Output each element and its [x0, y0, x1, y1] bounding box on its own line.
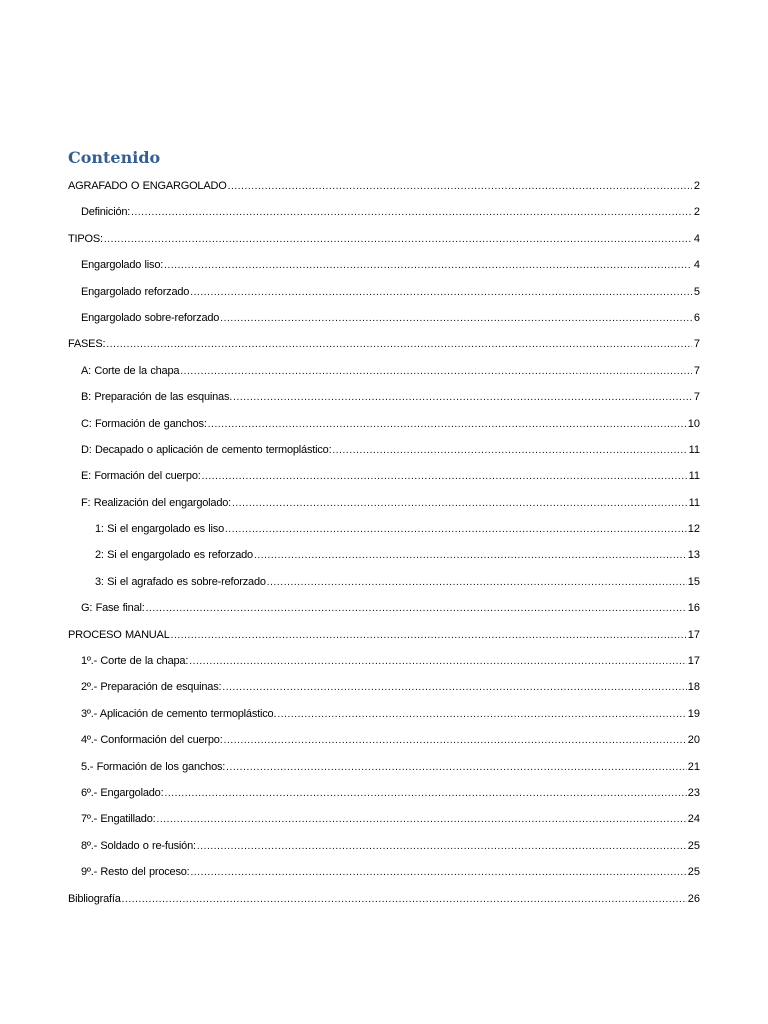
toc-entry-label[interactable]: F: Realización del engargolado: — [81, 496, 232, 509]
dot-leader — [332, 443, 687, 458]
toc-entry-label[interactable]: G: Fase final: — [81, 602, 145, 615]
dot-leader — [191, 865, 687, 880]
dot-leader — [131, 205, 692, 220]
toc-entry-label[interactable]: C: Formación de ganchos: — [81, 417, 207, 430]
toc-page-number[interactable]: 17 — [687, 655, 700, 668]
toc-entry[interactable] — [68, 170, 700, 194]
toc-page-number[interactable]: 21 — [687, 760, 700, 773]
dot-leader — [226, 760, 687, 775]
toc-page-number[interactable]: 12 — [687, 523, 700, 536]
toc-page-number[interactable]: 11 — [688, 443, 700, 456]
toc-entry-label[interactable]: 1: Si el engargolado es liso — [95, 523, 224, 536]
toc-entry[interactable] — [68, 854, 700, 880]
toc-entry-label[interactable]: Engargolado liso: — [81, 259, 164, 272]
dot-leader — [104, 232, 692, 247]
dot-leader — [254, 548, 687, 563]
toc-page-number[interactable]: 17 — [687, 628, 700, 641]
toc-page-number[interactable]: 7 — [693, 338, 700, 351]
toc-page-number[interactable]: 19 — [687, 707, 700, 720]
toc-heading: Contenido — [68, 148, 161, 167]
toc-entry[interactable] — [68, 722, 700, 748]
dot-leader — [180, 364, 692, 379]
toc-entry[interactable] — [68, 775, 700, 801]
toc-entry[interactable] — [68, 590, 700, 616]
toc-entry-label[interactable]: Bibliografía — [68, 892, 121, 905]
toc-entry[interactable] — [68, 748, 700, 774]
toc-entry-label[interactable]: TIPOS: — [68, 232, 103, 245]
dot-leader — [228, 179, 692, 194]
dot-leader — [232, 496, 688, 511]
toc-entry[interactable] — [68, 432, 700, 458]
toc-entry-label[interactable]: 5.- Formación de los ganchos: — [81, 760, 226, 773]
toc-entry-label[interactable]: 1º.- Corte de la chapa: — [81, 655, 189, 668]
toc-entry[interactable] — [68, 643, 700, 669]
toc-page-number[interactable]: 2 — [693, 206, 700, 219]
dot-leader — [122, 892, 687, 907]
toc-page-number[interactable]: 2 — [693, 180, 700, 192]
toc-page-number[interactable]: 10 — [687, 417, 700, 430]
toc-entry[interactable] — [68, 484, 700, 510]
toc-entry[interactable] — [68, 300, 700, 326]
toc-entry[interactable] — [68, 247, 700, 273]
toc-entry[interactable] — [68, 616, 700, 642]
dot-leader — [197, 839, 687, 854]
dot-leader — [225, 522, 687, 537]
toc-page-number[interactable]: 11 — [688, 496, 700, 509]
toc-page-number[interactable]: 18 — [687, 681, 700, 694]
toc-entry[interactable] — [68, 326, 700, 352]
toc-entry-label[interactable]: D: Decapado o aplicación de cemento termoplástico: — [81, 443, 332, 456]
dot-leader — [189, 654, 687, 669]
toc-entry[interactable] — [68, 220, 700, 246]
toc-entry[interactable] — [68, 880, 700, 906]
toc-page-number[interactable]: 7 — [693, 391, 700, 404]
dot-leader — [157, 812, 687, 827]
toc-entry-label[interactable]: 3º.- Aplicación de cemento termoplástico. — [81, 707, 277, 720]
toc-page-number[interactable]: 25 — [687, 839, 700, 852]
toc-entry-label[interactable]: AGRAFADO O ENGARGOLADO — [68, 180, 227, 192]
dot-leader — [106, 337, 692, 352]
toc-page-number[interactable]: 4 — [693, 259, 700, 272]
toc-page-number[interactable]: 24 — [687, 813, 700, 826]
toc-entry-label[interactable]: A: Corte de la chapa — [81, 364, 180, 377]
toc-entry-label[interactable]: 8º.- Soldado o re-fusión: — [81, 839, 196, 852]
toc-entry-label[interactable]: 2º.- Preparación de esquinas: — [81, 681, 222, 694]
toc-page-number[interactable]: 25 — [687, 866, 700, 879]
toc-entry-label[interactable]: 3: Si el agrafado es sobre-reforzado — [95, 575, 266, 588]
toc-entry[interactable] — [68, 273, 700, 299]
dot-leader — [222, 680, 686, 695]
dot-leader — [233, 390, 692, 405]
toc-entry[interactable] — [68, 458, 700, 484]
toc-entry-label[interactable]: 2: Si el engargolado es reforzado — [95, 549, 253, 562]
toc-page-number[interactable]: 20 — [687, 734, 700, 747]
toc-entry[interactable] — [68, 405, 700, 431]
toc-entry-label[interactable]: 9º.- Resto del proceso: — [81, 866, 190, 879]
toc-entry-label[interactable]: Engargolado sobre-reforzado — [81, 311, 220, 324]
toc-page-number[interactable]: 13 — [687, 549, 700, 562]
toc-entry[interactable] — [68, 669, 700, 695]
dot-leader — [220, 311, 692, 326]
toc-page-number[interactable]: 4 — [693, 232, 700, 245]
toc-entry-label[interactable]: B: Preparación de las esquinas. — [81, 391, 233, 404]
dot-leader — [267, 575, 687, 590]
toc-entry-label[interactable]: PROCESO MANUAL — [68, 628, 170, 641]
dot-leader — [164, 258, 692, 273]
dot-leader — [171, 628, 687, 643]
toc-page-number[interactable]: 15 — [687, 575, 700, 588]
toc-entry[interactable] — [68, 194, 700, 220]
dot-leader — [277, 707, 686, 722]
toc-entry[interactable] — [68, 537, 700, 563]
toc-page-number[interactable]: 5 — [693, 285, 700, 298]
toc-page-number[interactable]: 7 — [693, 364, 700, 377]
toc-entry-label[interactable]: FASES: — [68, 338, 106, 351]
toc-entry[interactable] — [68, 827, 700, 853]
toc-entry-label[interactable]: 4º.- Conformación del cuerpo: — [81, 734, 223, 747]
toc-entry-label[interactable]: 7º.- Engatillado: — [81, 813, 156, 826]
toc-entry-label[interactable]: E: Formación del cuerpo: — [81, 470, 201, 483]
dot-leader — [224, 733, 687, 748]
toc-entry-label[interactable]: Definición: — [81, 206, 131, 219]
dot-leader — [164, 786, 686, 801]
dot-leader — [202, 469, 688, 484]
toc-entry[interactable] — [68, 695, 700, 721]
toc-entry-label[interactable]: Engargolado reforzado — [81, 285, 190, 298]
dot-leader — [146, 601, 687, 616]
toc-page-number[interactable]: 16 — [687, 602, 700, 615]
toc-entry[interactable] — [68, 511, 700, 537]
table-of-contents — [68, 170, 700, 907]
toc-page-number[interactable]: 23 — [687, 786, 700, 799]
toc-entry[interactable] — [68, 801, 700, 827]
toc-page-number[interactable]: 26 — [687, 892, 700, 905]
toc-page-number[interactable]: 11 — [688, 470, 700, 483]
toc-page-number[interactable]: 6 — [693, 311, 700, 324]
toc-entry[interactable] — [68, 379, 700, 405]
toc-entry[interactable] — [68, 352, 700, 378]
dot-leader — [190, 285, 692, 300]
toc-entry-label[interactable]: 6º.- Engargolado: — [81, 786, 164, 799]
toc-entry[interactable] — [68, 563, 700, 589]
dot-leader — [208, 417, 687, 432]
